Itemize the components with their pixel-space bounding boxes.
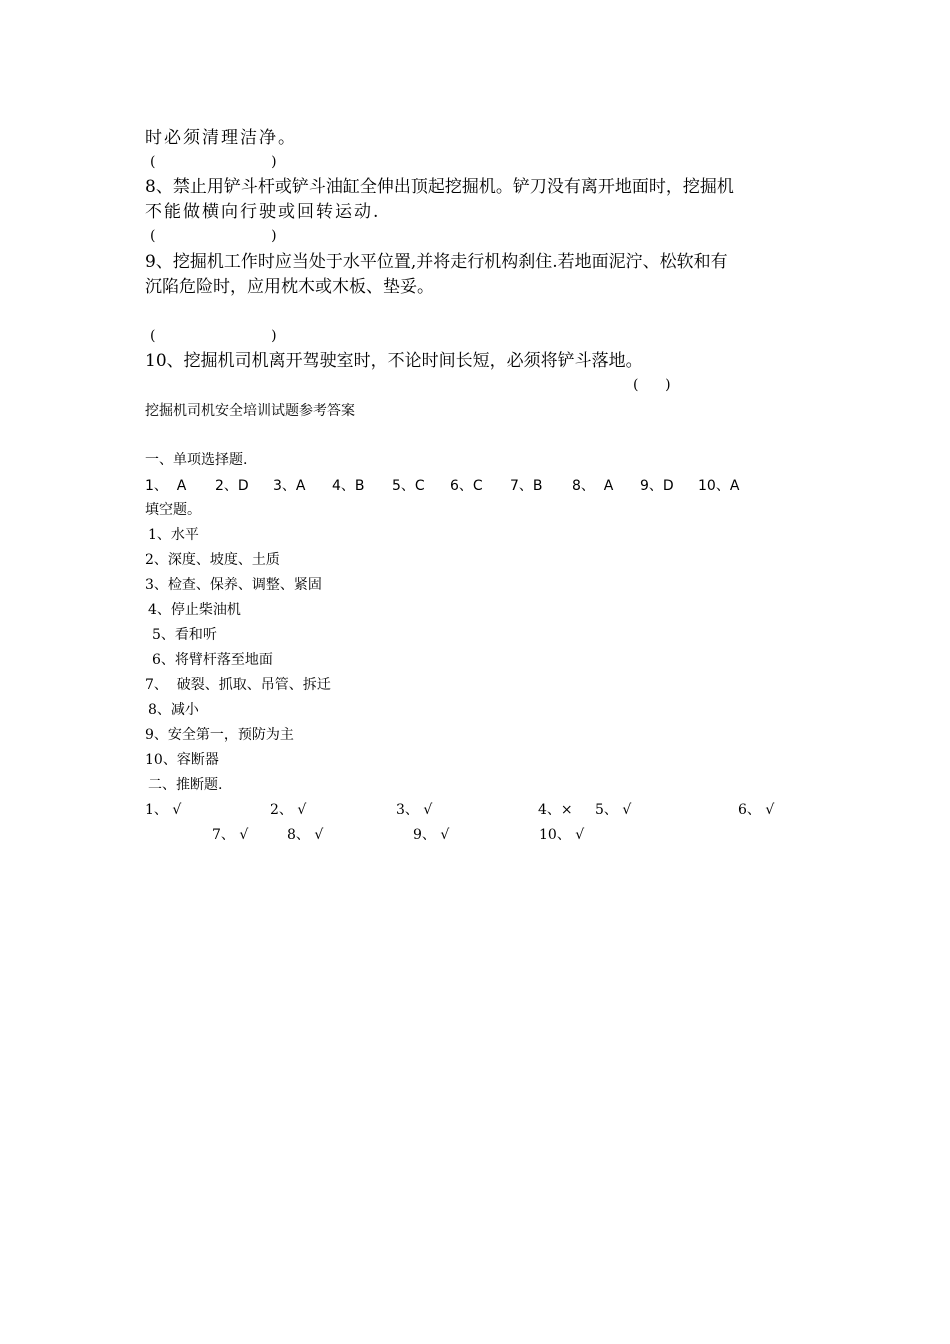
tf-answer-6: 6、 √ [738,802,775,818]
q10-text: 10、挖掘机司机离开驾驶室时，不论时间长短，必须将铲斗落地。 [145,351,643,371]
mc-answer-2: 2、D [215,478,249,494]
section3-title: 二、推断题. [148,777,223,793]
section2-title: 填空题。 [145,502,201,518]
mc-answer-9: 9、D [640,478,674,494]
tf-answer-2: 2、 √ [270,802,307,818]
mc-answer-6: 6、C [450,478,483,494]
q7-tail-text: 时必须清理洁净。 [145,128,297,148]
tf-answer-3: 3、 √ [396,802,433,818]
fill-answer-10: 10、容断器 [145,752,219,768]
q9-line2: 沉陷危险时，应用枕木或木板、垫妥。 [145,277,434,297]
mc-answer-7: 7、B [510,478,543,494]
mc-answer-4: 4、B [332,478,365,494]
tf-answer-7: 7、 √ [212,827,249,843]
q8-line2: 不能做横向行驶或回转运动. [145,202,381,222]
tf-answer-1: 1、 √ [145,802,182,818]
mc-answer-1: 1、 A [145,478,187,494]
mc-answer-8: 8、 A [572,478,614,494]
section1-title: 一、单项选择题. [145,452,248,468]
fill-answer-4: 4、停止柴油机 [148,602,241,618]
tf-answer-8: 8、 √ [287,827,324,843]
mc-answer-3: 3、A [273,478,306,494]
tf-answer-4: 4、× [538,802,573,818]
mc-answer-5: 5、C [392,478,425,494]
fill-answer-9: 9、安全第一，预防为主 [145,727,294,743]
q10-answer-blank: ( ) [633,377,671,393]
tf-answer-9: 9、 √ [413,827,450,843]
mc-answer-10: 10、A [698,478,740,494]
tf-answer-10: 10、 √ [539,827,585,843]
fill-answer-1: 1、水平 [148,527,199,543]
fill-answer-3: 3、检查、保养、调整、紧固 [145,577,322,593]
fill-answer-2: 2、深度、坡度、土质 [145,552,280,568]
q9-line1: 9、挖掘机工作时应当处于水平位置,并将走行机构刹住.若地面泥泞、松软和有 [145,252,728,272]
q7-answer-blank: ( ) [150,154,277,170]
tf-answer-5: 5、 √ [595,802,632,818]
q8-answer-blank: ( ) [150,228,277,244]
fill-answer-7: 7、 破裂、抓取、吊管、拆迁 [145,677,331,693]
answers-title: 挖掘机司机安全培训试题参考答案 [145,403,355,419]
fill-answer-5: 5、看和听 [152,627,217,643]
fill-answer-6: 6、将臂杆落至地面 [152,652,273,668]
fill-answer-8: 8、减小 [148,702,199,718]
q8-line1: 8、禁止用铲斗杆或铲斗油缸全伸出顶起挖掘机。铲刀没有离开地面时，挖掘机 [145,177,734,197]
q9-answer-blank: ( ) [150,328,277,344]
